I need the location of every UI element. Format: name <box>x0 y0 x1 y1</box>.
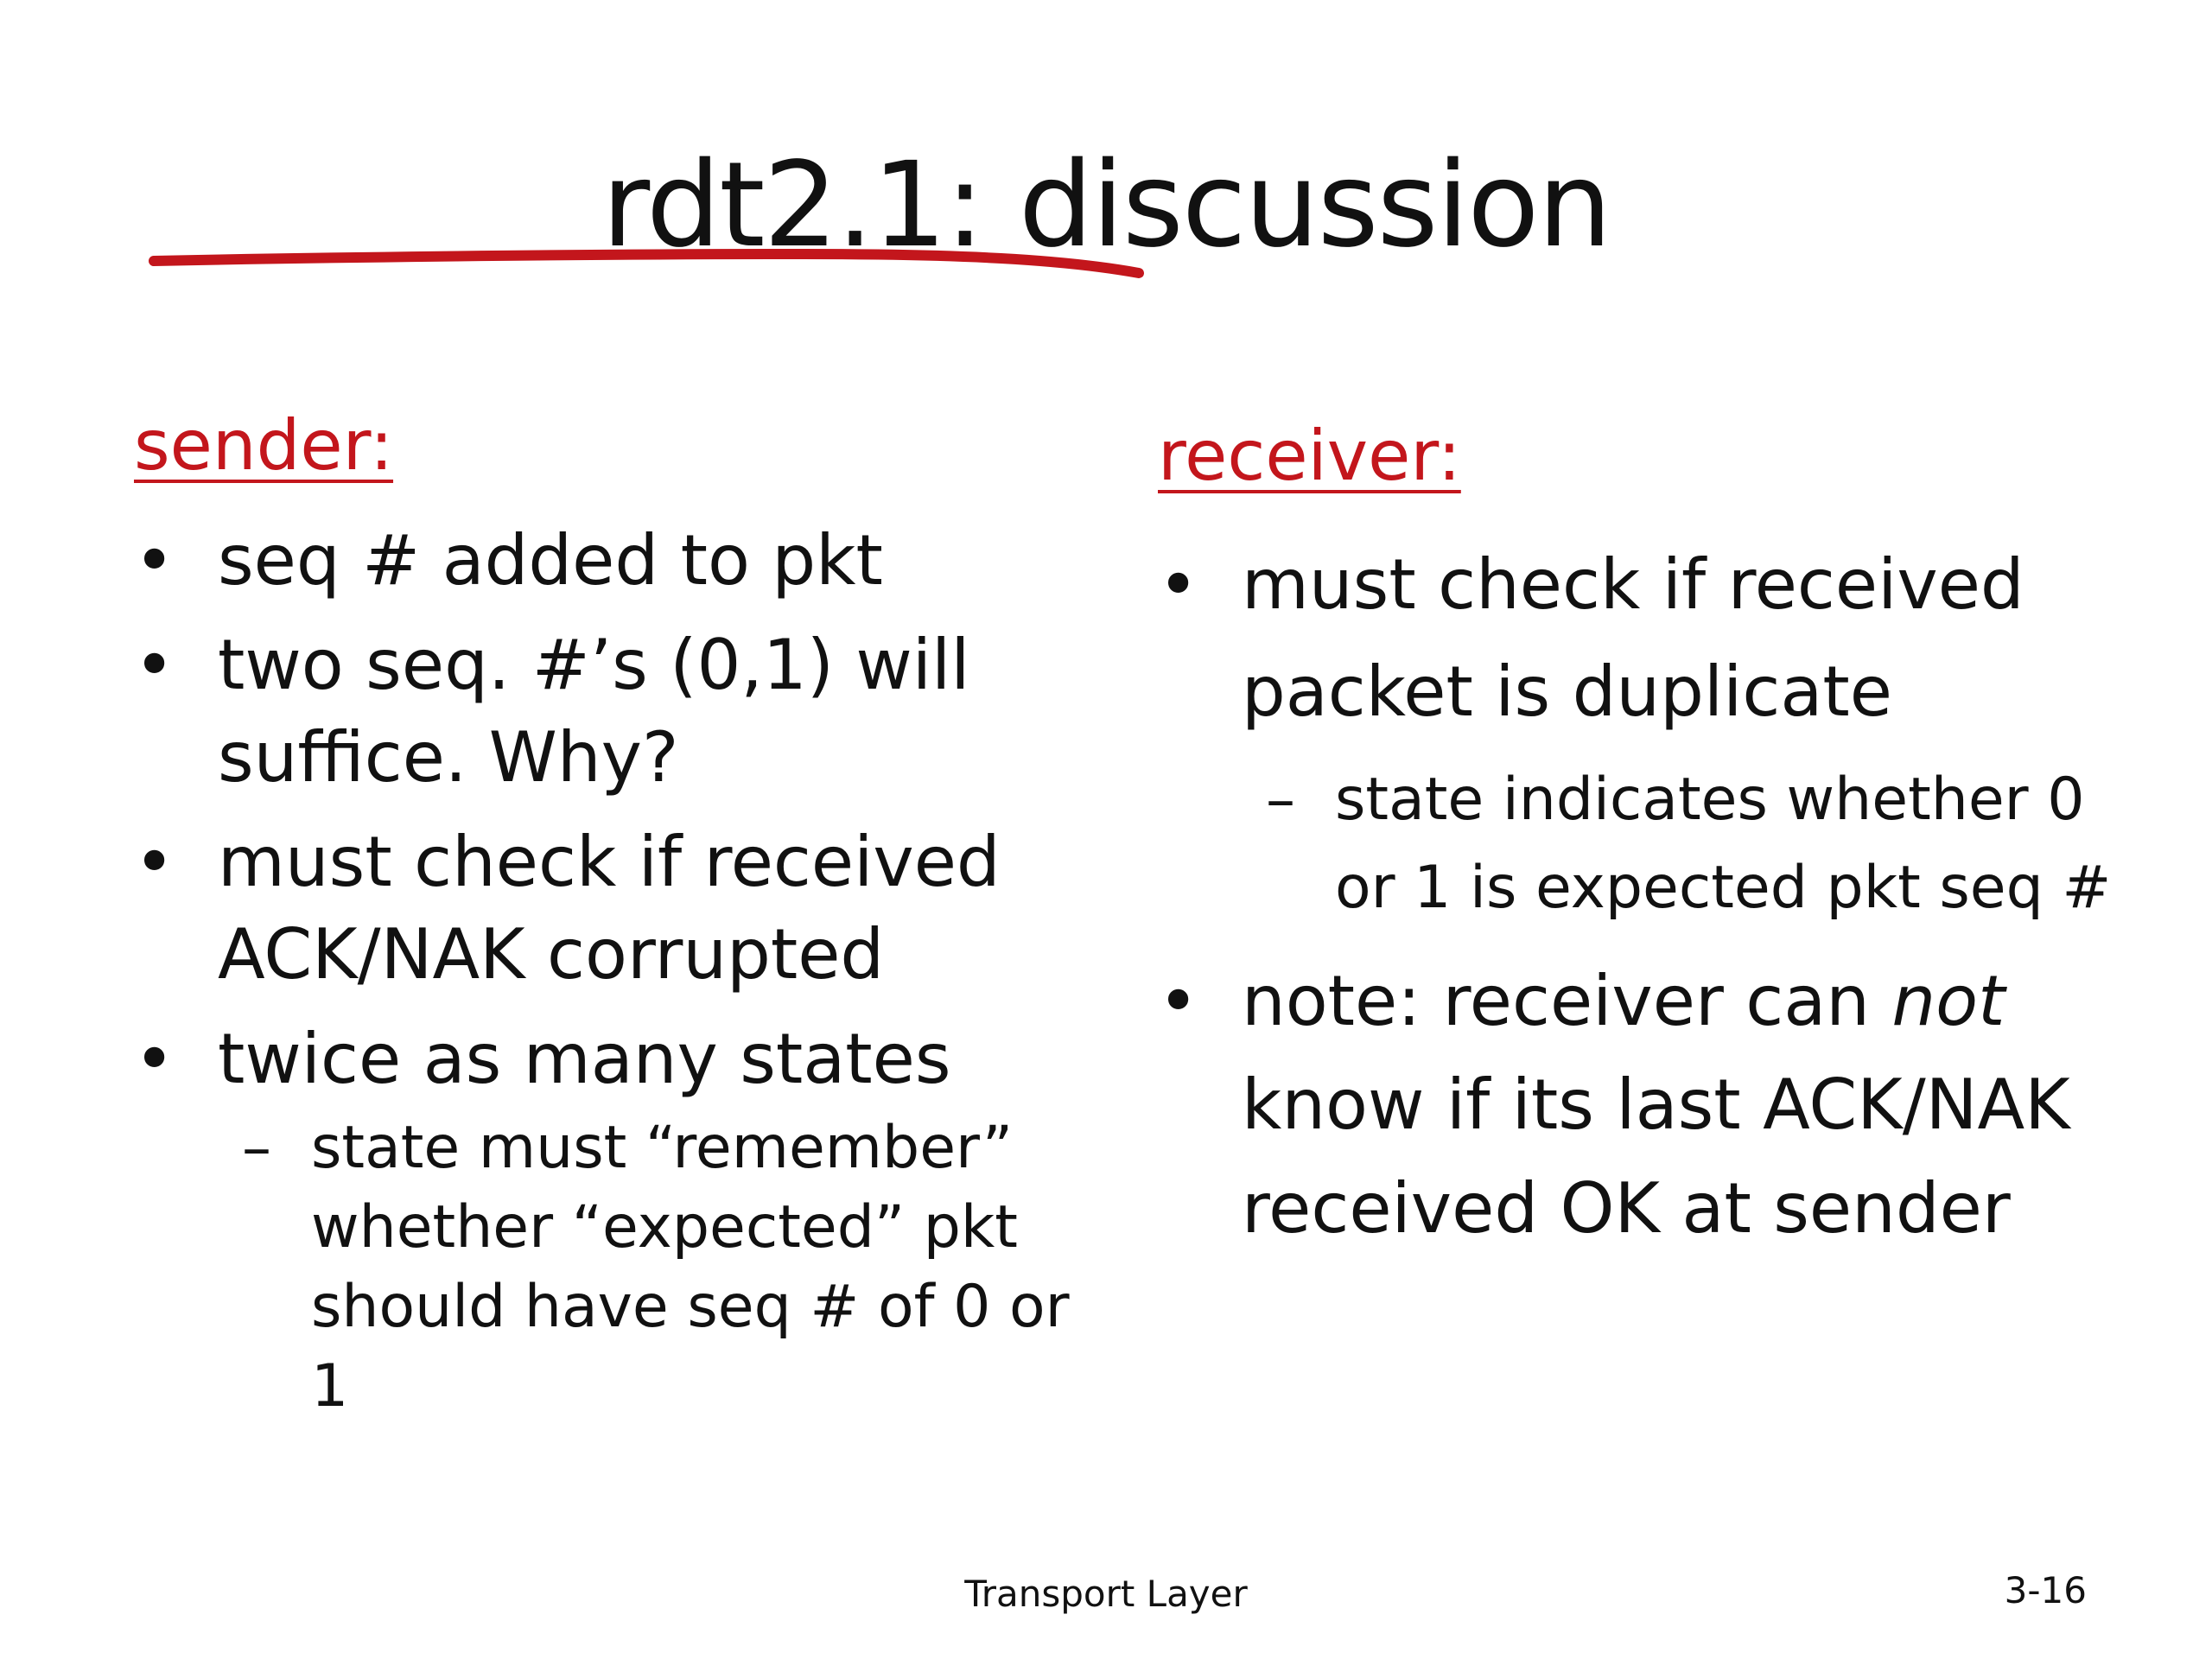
sub-bullet-dash: – <box>1266 766 1295 834</box>
bullet-dot: • <box>134 625 175 705</box>
sub-bullet-dash: – <box>242 1114 271 1182</box>
receiver-bullet-2 <box>1158 950 2132 1261</box>
title-underline-stroke <box>147 244 1149 287</box>
receiver-bullet-2-emphasis: not <box>1891 961 2005 1041</box>
bullet-dot: • <box>134 1019 175 1099</box>
receiver-bullet-1-text: must check if received packet is duplicate <box>1242 544 2024 732</box>
receiver-sub-bullet-1-text: state indicates whether 0 or 1 is expected pkt seq # <box>1335 766 2112 922</box>
receiver-bullet-2-suffix: know if its last ACK/NAK received OK at sender <box>1242 1065 2070 1249</box>
sender-bullet-1-text: seq # added to pkt <box>218 520 883 601</box>
receiver-sub-bullet-1 <box>1266 756 2147 932</box>
sender-bullet-4 <box>134 1013 1119 1105</box>
sender-column <box>134 514 1119 1427</box>
bullet-dot: • <box>134 822 175 902</box>
sender-heading: sender: <box>134 405 394 486</box>
sender-bullet-2-text: two seq. #’s (0,1) will suffice. Why? <box>218 625 970 798</box>
receiver-column <box>1158 531 2126 1261</box>
sender-bullet-2 <box>134 619 1099 804</box>
sender-bullet-3 <box>134 816 1151 1001</box>
bullet-dot: • <box>134 520 175 601</box>
receiver-bullet-2-prefix: note: receiver can <box>1242 961 1892 1041</box>
sender-bullet-3-text: must check if received ACK/NAK corrupted <box>218 822 1001 995</box>
sender-sub-bullet-1-text: state must “remember” whether “expected” pkt should have seq # of 0 or 1 <box>311 1114 1070 1421</box>
footer-section-label: Transport Layer <box>964 1573 1248 1615</box>
receiver-heading: receiver: <box>1158 416 1461 496</box>
slide-number: 3-16 <box>2004 1569 2087 1611</box>
sender-bullet-4-text: twice as many states <box>218 1019 951 1099</box>
sender-bullet-1 <box>134 514 1119 607</box>
receiver-bullet-1 <box>1158 531 2106 746</box>
bullet-dot: • <box>1158 961 1199 1041</box>
sender-sub-bullet-1 <box>242 1109 1115 1427</box>
bullet-dot: • <box>1158 544 1199 625</box>
slide-title: rdt2.1: discussion <box>601 137 1611 274</box>
